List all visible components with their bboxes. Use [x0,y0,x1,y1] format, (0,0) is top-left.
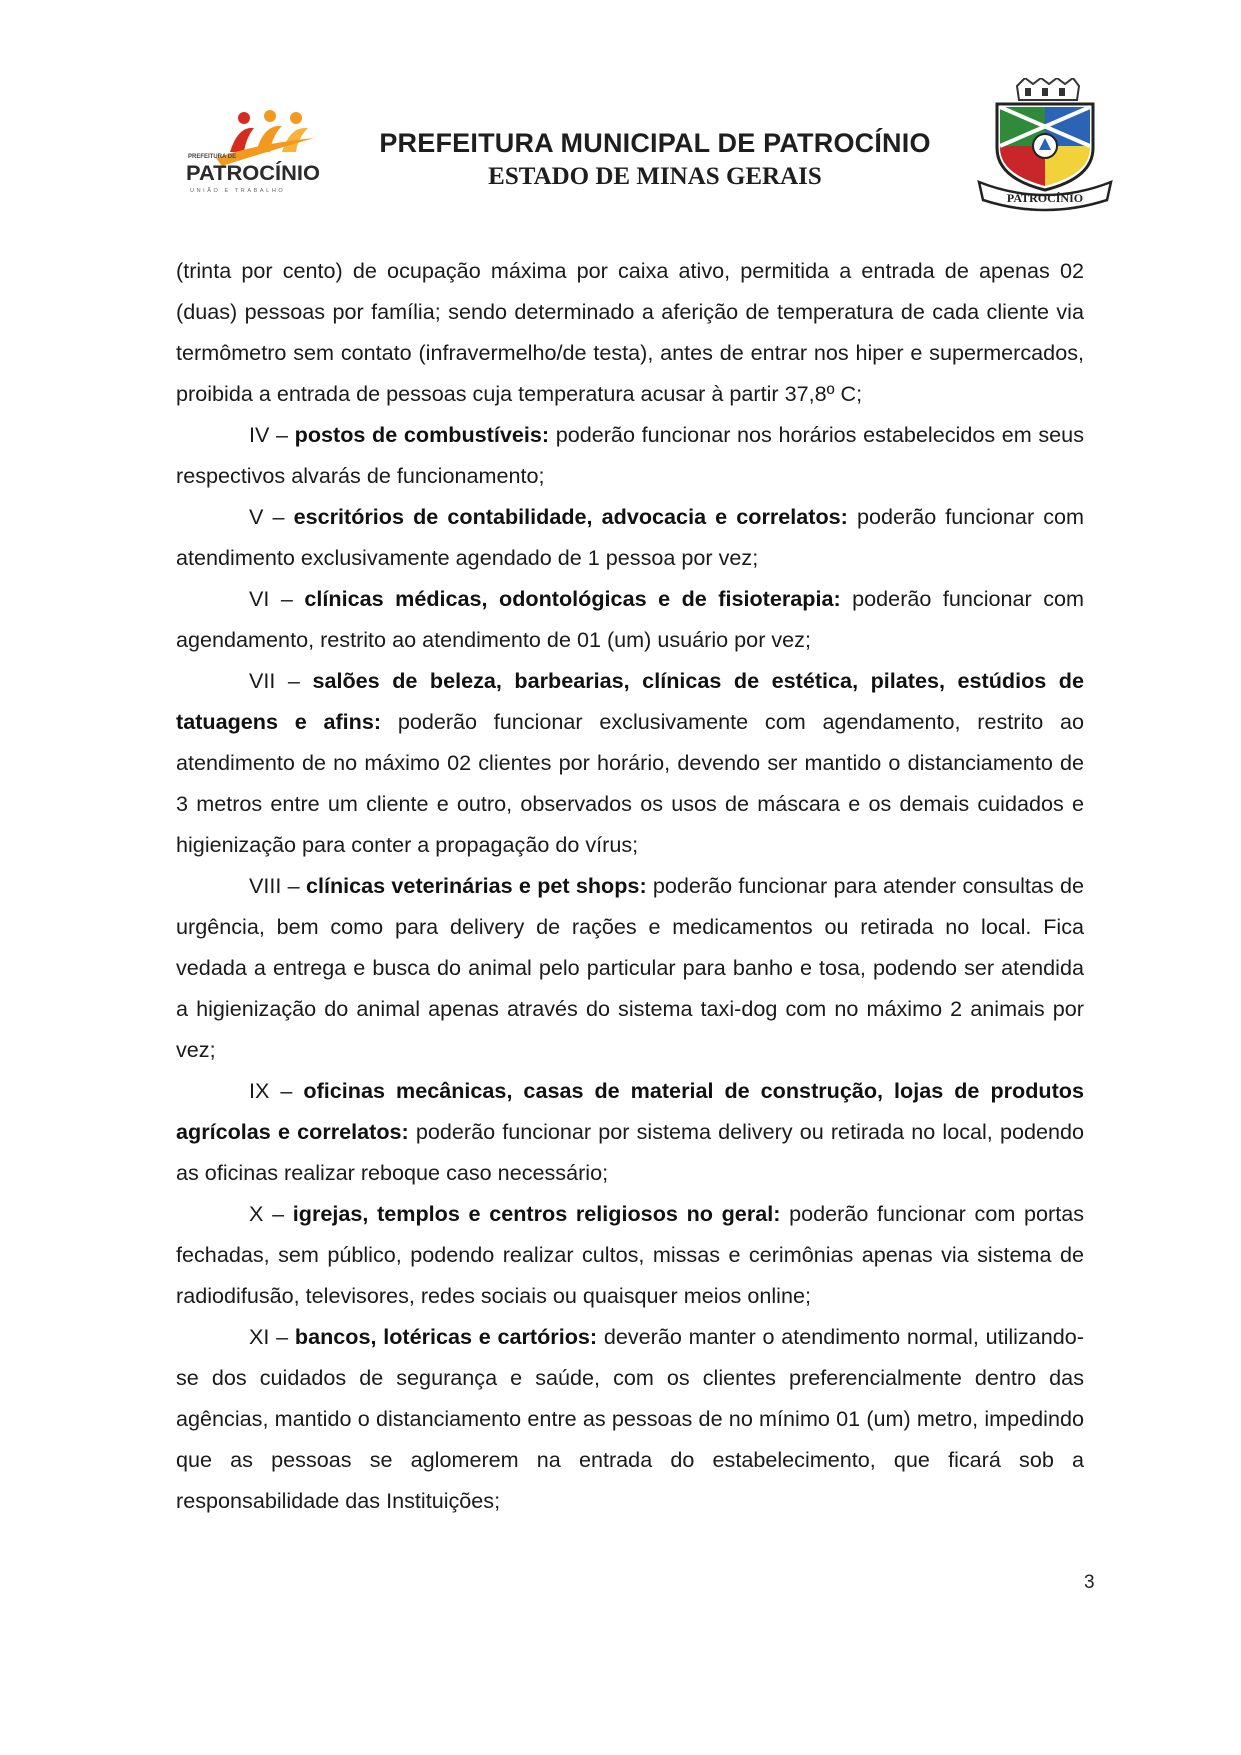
document-body [176,250,1084,1521]
item-heading: clínicas veterinárias e pet shops: [305,873,647,898]
item-heading: escritórios de contabilidade, advocacia e correlatos: [293,504,848,529]
item-text: poderão funcionar exclusivamente com agendamento, restrito ao atendimento de no máximo 02 clientes por horário, devendo ser mantido o distanciamento de 3 metros entre um cliente e outro, observados os usos de máscara e os demais cuidados e higienização para conter a propagação do vírus; [176,709,1085,857]
item-heading: oficinas mecânicas, casas de material de construção, lojas de produtos agrícolas e correlatos: [176,1078,1084,1144]
item-v [176,496,1084,578]
item-numeral: VI – [249,586,293,611]
letterhead [0,0,1241,225]
page-subtitle: ESTADO DE MINAS GERAIS [488,163,822,190]
item-numeral: X – [249,1201,285,1226]
item-x [176,1193,1084,1316]
item-xi [176,1316,1084,1521]
header-titles [345,128,965,191]
item-text: poderão funcionar nos horários estabelecidos em seus respectivos alvarás de funcionamento; [176,422,1084,488]
coat-of-arms-banner: PATROCÍNIO [1006,191,1084,205]
item-numeral: IX – [249,1078,293,1103]
item-heading: salões de beleza, barbearias, clínicas de estética, pilates, estúdios de tatuagens e afins: [176,668,1085,734]
item-iv [176,414,1084,496]
item-viii [176,865,1084,1070]
page-number: 3 [1084,1572,1095,1593]
item-heading: clínicas médicas, odontológicas e de fisioterapia: [304,586,841,611]
item-text: poderão funcionar por sistema delivery ou retirada no local, podendo as oficinas realizar reboque caso necessário; [176,1119,1085,1185]
page-title: PREFEITURA MUNICIPAL DE PATROCÍNIO [379,128,931,158]
item-vi [176,578,1084,660]
item-vii [176,660,1084,865]
item-ix [176,1070,1084,1193]
item-text: poderão funcionar com portas fechadas, sem público, podendo realizar cultos, missas e cerimônias apenas via sistema de radiodifusão, televisores, redes sociais ou quaisquer meios online; [176,1201,1085,1308]
item-text: poderão funcionar para atender consultas de urgência, bem como para delivery de rações e medicamentos ou retirada no local. Fica vedada a entrega e busca do animal pelo particular para banho e tosa, podendo ser atendida a higienização do animal apenas através do sistema taxi-dog com no máximo 2 animais por vez; [176,873,1084,1062]
item-text: poderão funcionar com agendamento, restrito ao atendimento de 01 (um) usuário por vez; [176,586,1085,652]
logo-caption-top: PREFEITURA DE [188,154,237,160]
logo-slogan: UNIÃO E TRABALHO [190,188,286,194]
item-numeral: XI – [249,1324,289,1349]
item-text: poderão funcionar com atendimento exclusivamente agendado de 1 pessoa por vez; [176,504,1085,570]
patrocinio-logo [186,108,336,198]
item-numeral: VIII – [249,873,300,898]
item-heading: postos de combustíveis: [294,422,550,447]
item-text: deverão manter o atendimento normal, utilizando-se dos cuidados de segurança e saúde, com os clientes preferencialmente dentro das agências, mantido o distanciamento entre as pessoas de no mínimo 01 (um) metro, impedindo que as pessoas se aglomerem na entrada do estabelecimento, que ficará sob a responsabilidade das Instituições; [176,1324,1084,1513]
coat-of-arms-icon [975,78,1115,213]
paragraph-text: (trinta por cento) de ocupação máxima por caixa ativo, permitida a entrada de apenas 02 (duas) pessoas por família; sendo determinado a aferição de temperatura de cada cliente via termômetro sem contato (infravermelho/de testa), antes de entrar nos hiper e supermercados, proibida a entrada de pessoas cuja temperatura acusar à partir 37,8º C; [176,258,1084,406]
item-heading: bancos, lotéricas e cartórios: [294,1324,598,1349]
paragraph-continuation [176,250,1084,414]
item-numeral: VII – [249,668,300,693]
item-heading: igrejas, templos e centros religiosos no geral: [292,1201,781,1226]
item-numeral: IV – [249,422,289,447]
item-numeral: V – [249,504,285,529]
logo-name: PATROCÍNIO [186,162,320,185]
